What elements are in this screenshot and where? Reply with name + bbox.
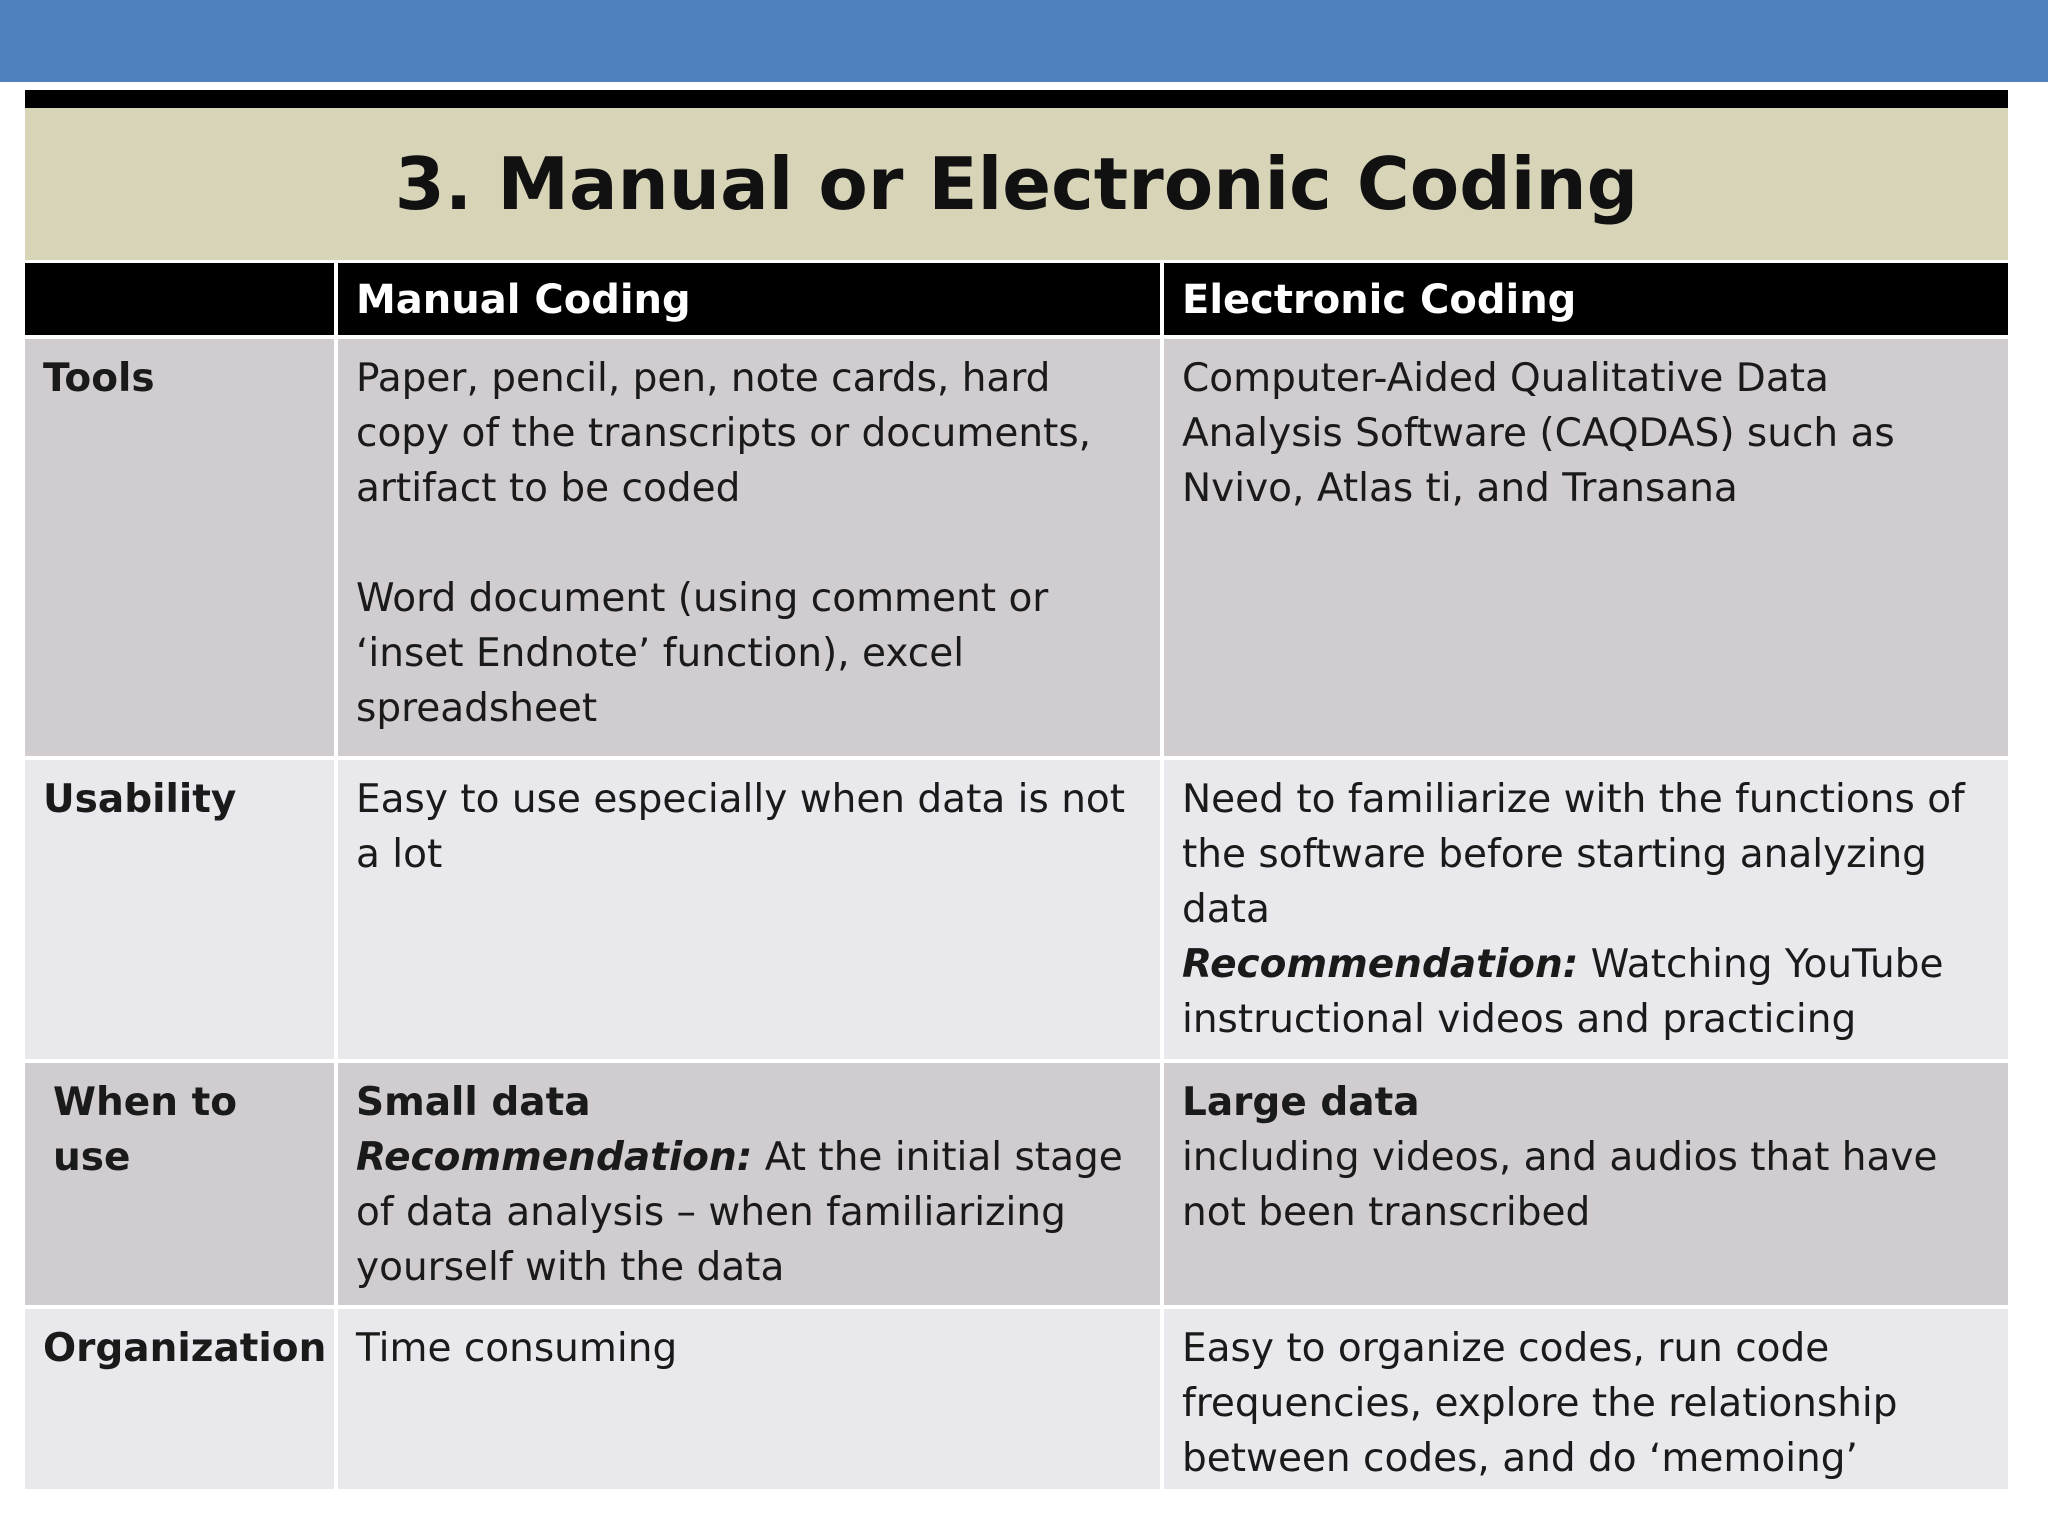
top-accent-band [0,0,2048,82]
paragraph-spacer [356,516,1142,571]
tools-electronic-cell: Computer-Aided Qualitative Data Analysis Software (CAQDAS) such as Nvivo, Atlas ti, and Transana [1164,339,2008,760]
header-manual-coding: Manual Coding [338,263,1164,339]
tools-manual-cell [338,339,1164,760]
usability-electronic-cell [1164,760,2008,1063]
slide-title: 3. Manual or Electronic Coding [394,142,1639,226]
when-electronic-heading: Large data [1182,1080,1420,1125]
title-top-rule [25,90,2008,108]
title-band [25,108,2008,260]
when-electronic-cell [1164,1063,2008,1309]
when-electronic-text: including videos, and audios that have not been transcribed [1182,1135,1938,1235]
usability-recommendation [1182,937,1990,1047]
comparison-table [25,263,2008,1493]
when-manual-cell [338,1063,1164,1309]
row-label-organization: Organization [25,1309,338,1493]
usability-electronic-text: Need to familiarize with the functions of the software before starting analyzing data [1182,777,1965,932]
recommendation-text: Watching YouTube instructional videos and practicing [1182,942,1944,1042]
header-electronic-coding: Electronic Coding [1164,263,2008,339]
recommendation-label: Recommendation: [1182,942,1579,987]
row-label-when-to-use: When to use [25,1063,338,1309]
header-blank-cell [25,263,338,339]
tools-manual-paragraph-2: Word document (using comment or ‘inset Endnote’ function), excel spreadsheet [356,576,1049,731]
row-label-tools: Tools [25,339,338,760]
recommendation-text: At the initial stage of data analysis – when familiarizing yourself with the data [356,1135,1123,1290]
when-manual-heading: Small data [356,1080,591,1125]
when-manual-recommendation [356,1130,1142,1295]
organization-electronic-cell: Easy to organize codes, run code frequencies, explore the relationship between codes, and do ‘memoing’ [1164,1309,2008,1493]
tools-manual-paragraph-1: Paper, pencil, pen, note cards, hard copy of the transcripts or documents, artifact to be coded [356,356,1092,511]
organization-manual-cell: Time consuming [338,1309,1164,1493]
row-label-usability: Usability [25,760,338,1063]
recommendation-label: Recommendation: [356,1135,753,1180]
usability-manual-cell: Easy to use especially when data is not a lot [338,760,1164,1063]
